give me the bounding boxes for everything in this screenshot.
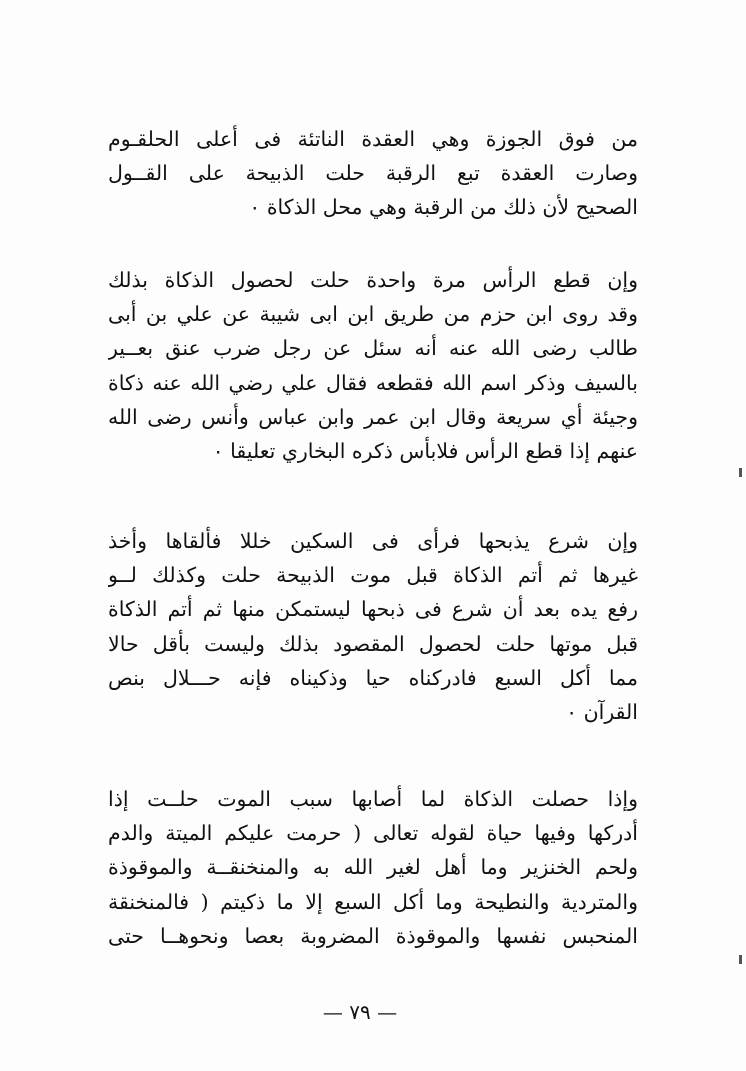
text-line: والمتردية والنطيحة وما أكل السبع إلا ما ذكيتم ( فالمنخنقة [108, 889, 638, 914]
text-line: مما أكل السبع فادركناه حيا وذكيناه فإنه حـــلال بنص [108, 665, 638, 690]
text-line: وإن شرع يذبحها فرأى فى السكين خللا فألقاها وأخذ [108, 529, 638, 553]
text-line: عنهم إذا قطع الرأس فلابأس ذكره البخاري تعليقا ٠ [212, 438, 638, 463]
text-line: طالب رضى الله عنه أنه سئل عن رجل ضرب عنق بعــير [108, 336, 638, 361]
text-line: ولحم الخنزير وما أهل لغير الله به والمنخنقــة والموقوذة [108, 855, 638, 880]
text-line: بالسيف وذكر اسم الله فقطعه فقال علي رضي الله عنه ذكاة [108, 370, 638, 395]
text-line: أدركها وفيها حياة لقوله تعالى ( حرمت عليكم الميتة والدم [108, 821, 638, 846]
paragraph-1 [108, 122, 638, 225]
text-line: القرآن ٠ [566, 699, 638, 724]
paragraph-3 [108, 524, 638, 729]
text-line: وصارت العقدة تبع الرقبة حلت الذبيحة على القــول [108, 161, 638, 186]
scan-edge-mark [739, 955, 742, 964]
text-line: من فوق الجوزة وهي العقدة الناتئة فى أعلى الحلقـوم [108, 127, 638, 151]
text-line: وقد روى ابن حزم من طريق ابن ابى شيبة عن علي بن أبى [108, 302, 638, 327]
text-line: غيرها ثم أتم الذكاة قبل موت الذبيحة حلت وكذلك لــو [108, 563, 638, 588]
paragraph-2 [108, 263, 638, 468]
text-line: المنحبس نفسها والموقوذة المضروبة بعصا ونحوهــا حتى [108, 923, 638, 948]
text-line: وإذا حصلت الذكاة لما أصابها سبب الموت حلــت إذا [108, 787, 638, 811]
text-line: قبل موتها حلت لحصول المقصود بذلك وليست بأقل حالا [108, 631, 638, 656]
text-line: رفع يده بعد أن شرع فى ذبحها ليستمكن منها ثم أتم الذكاة [108, 597, 638, 622]
scan-edge-mark [739, 468, 742, 477]
paragraph-4 [108, 782, 638, 953]
text-line: الصحيح لأن ذلك من الرقبة وهي محل الذكاة ٠ [249, 195, 638, 220]
text-line: وجيئة أي سريعة وقال ابن عمر وابن عباس وأنس رضى الله [108, 404, 638, 429]
text-line: وإن قطع الرأس مرة واحدة حلت لحصول الذكاة بذلك [108, 268, 638, 292]
page-number: — ٧٩ — [322, 1000, 398, 1024]
